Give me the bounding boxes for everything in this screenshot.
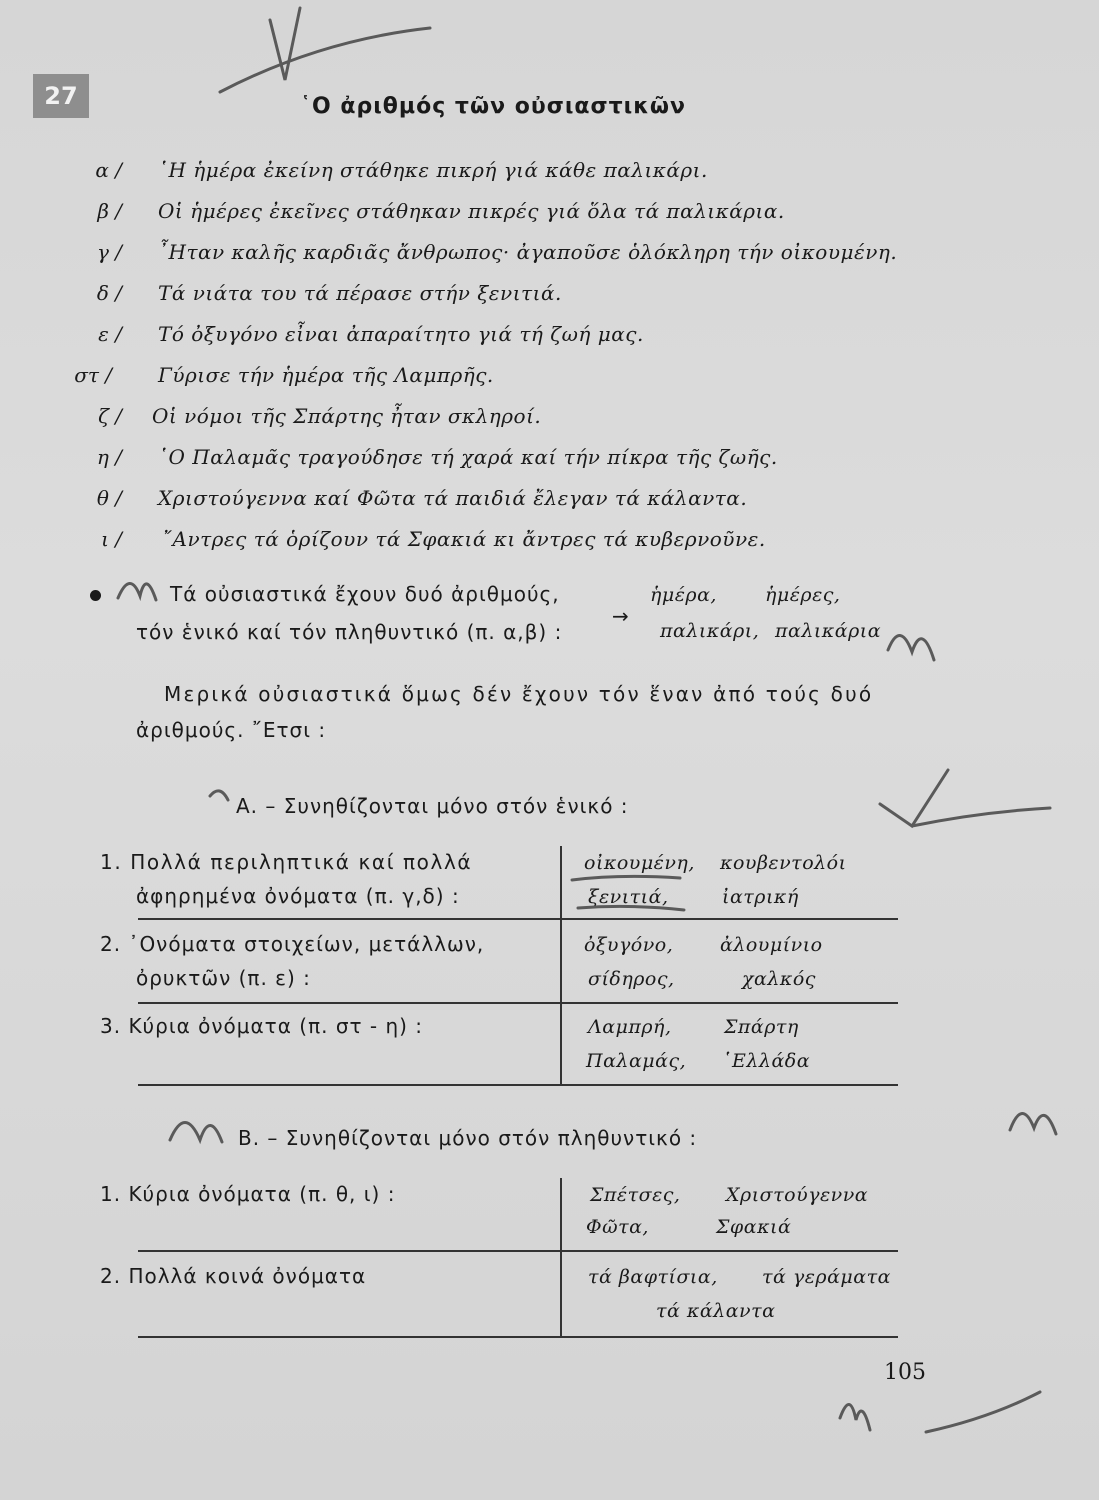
example-plural-1: ἡμέρες, [765,584,841,606]
example-label: η / [96,445,122,469]
section-b-row-1-ex-2a: Φῶτα, [586,1216,649,1238]
section-a-row-2-left-2: ὀρυκτῶν (π. ε) : [136,966,311,990]
checkmark-icon [270,8,300,80]
example-sentence: Οἱ νόμοι τῆς Σπάρτης ἦταν σκληροί. [152,404,542,428]
initial-mark-icon [1010,1113,1056,1134]
section-a-row-1-left-2: ἀφηρημένα ὀνόματα (π. γ,δ) : [136,884,460,908]
section-b-row-2-left-1: 2. Πολλά κοινά ὀνόματα [100,1264,367,1288]
example-plural-2: παλικάρια [775,620,882,642]
rule-line-1: Τά οὐσιαστικά ἔχουν δυό ἀριθμούς, [170,582,560,606]
section-a-row-3-ex-1a: Λαμπρή, [588,1016,672,1038]
example-sentence: ῾Η ἡμέρα ἐκείνη στάθηκε πικρή γιά κάθε παλικάρι. [158,158,708,182]
example-label: ε / [98,322,122,346]
section-a-row-2-left-1: 2. ᾿Ονόματα στοιχείων, μετάλλων, [100,932,485,956]
arrow-icon: → [612,604,629,628]
example-label: ι / [101,527,122,551]
example-label: α / [95,158,122,182]
example-singular-1: ἡμέρα, [650,584,717,606]
example-sentence: ῎Αντρες τά ὁρίζουν τά Σφακιά κι ἄντρες τά κυβερνοῦνε. [162,527,766,551]
pencil-stroke [220,28,430,92]
section-a-row-1-ex-1a: οἰκουμένη, [584,852,695,874]
example-sentence: Γύρισε τήν ἡμέρα τῆς Λαμπρῆς. [158,363,494,387]
pencil-underline [578,906,684,910]
section-a-row-3-ex-1b: Σπάρτη [724,1016,799,1038]
section-b-heading: Β. – Συνηθίζονται μόνο στόν πληθυντικό : [238,1126,698,1150]
example-label: στ / [74,363,112,387]
pencil-stroke [912,808,1050,826]
page-title: ῾Ο ἀριθμός τῶν οὐσιαστικῶν [300,94,686,119]
example-label: θ / [96,486,122,510]
example-sentence: Τά νιάτα του τά πέρασε στήν ξενιτιά. [158,281,562,305]
example-label: δ / [96,281,122,305]
section-b-row-2-ex-1a: τά βαφτίσια, [588,1266,718,1288]
section-a-row-2-ex-1b: ἀλουμίνιο [720,934,823,956]
example-sentence: ῏Ηταν καλῆς καρδιᾶς ἄνθρωπος· ἀγαποῦσε ὁλόκληρη τήν οἰκουμένη. [158,240,898,264]
rule-line-2: τόν ἑνικό καί τόν πληθυντικό (π. α,β) : [136,620,563,644]
section-b-row-2-ex-2a: τά κάλαντα [656,1300,776,1322]
section-a-row-3-ex-2b: ῾Ελλάδα [722,1050,811,1072]
pencil-underline [572,876,680,880]
checkmark-icon [926,1392,1040,1432]
initial-mark-icon [888,635,934,660]
example-sentence: Χριστούγεννα καί Φῶτα τά παιδιά ἔλεγαν τά κάλαντα. [158,486,748,510]
section-b-row-1-ex-1b: Χριστούγεννα [726,1184,869,1206]
initial-mark-icon [118,583,156,600]
pencil-scribbles [118,8,1056,1432]
example-sentence: Οἱ ἡμέρες ἐκεῖνες στάθηκαν πικρές γιά ὅλα τά παλικάρια. [158,199,785,223]
page-number: 105 [884,1360,926,1385]
section-a-row-3-left-1: 3. Κύρια ὀνόματα (π. στ - η) : [100,1014,424,1038]
example-sentence: Τό ὀξυγόνο εἶναι ἀπαραίτητο γιά τή ζωή μας. [158,322,644,346]
example-singular-2: παλικάρι, [660,620,760,642]
section-b-row-2-ex-1b: τά γεράματα [762,1266,891,1288]
section-a-row-1-ex-2b: ἰατρική [722,886,799,908]
lesson-number-badge: 27 [33,74,89,118]
initial-mark-icon [210,791,228,800]
intro-line-1: Μερικά οὐσιαστικά ὅμως δέν ἔχουν τόν ἕναν ἀπό τούς δυό [164,682,874,706]
section-a-heading: Α. – Συνηθίζονται μόνο στόν ἑνικό : [236,794,629,818]
initial-mark-icon [170,1123,222,1143]
initial-mark-icon [840,1404,870,1430]
example-label: γ / [96,240,122,264]
section-a-row-2-ex-2a: σίδηρος, [588,968,675,990]
section-a-row-1-left-1: 1. Πολλά περιληπτικά καί πολλά [100,850,473,874]
section-a-row-1-ex-2a: ξενιτιά, [588,886,669,908]
intro-line-2: ἀριθμούς. ῎Ετσι : [136,718,327,742]
example-sentence: ῾Ο Παλαμᾶς τραγούδησε τή χαρά καί τήν πίκρα τῆς ζωῆς. [158,445,778,469]
section-b-row-1-ex-2b: Σφακιά [716,1216,792,1238]
section-b-row-1-left-1: 1. Κύρια ὀνόματα (π. θ, ι) : [100,1182,396,1206]
section-a-row-3-ex-2a: Παλαμάς, [586,1050,687,1072]
section-a-row-2-ex-2b: χαλκός [742,968,816,990]
example-label: ζ / [98,404,122,428]
example-label: β / [97,199,122,223]
section-a-row-2-ex-1a: ὀξυγόνο, [584,934,674,956]
section-a-row-1-ex-1b: κουβεντολόι [720,852,847,874]
checkmark-icon [880,770,948,826]
section-b-row-1-ex-1a: Σπέτσες, [590,1184,681,1206]
